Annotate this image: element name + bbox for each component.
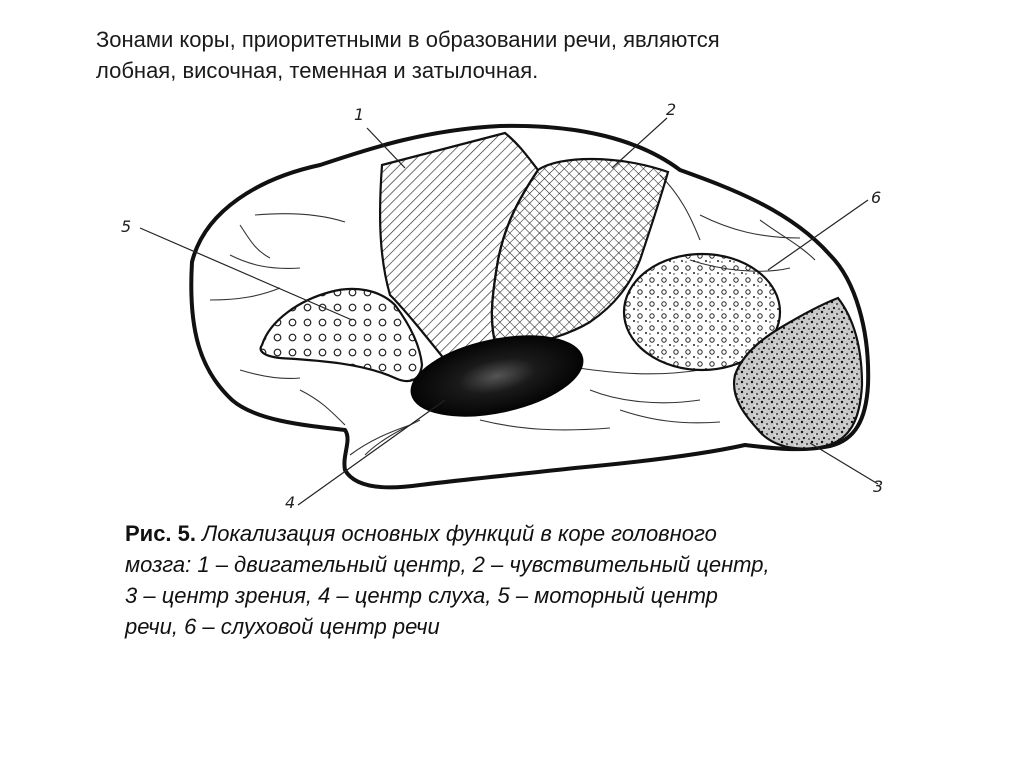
caption-line-2: мозга: 1 – двигательный центр, 2 – чувствительный центр, <box>125 552 770 577</box>
figure-caption <box>125 518 985 642</box>
label-5: 5 <box>121 217 132 236</box>
label-2: 2 <box>666 100 677 119</box>
caption-line-3: 3 – центр зрения, 4 – центр слуха, 5 – моторный центр <box>125 583 718 608</box>
caption-line-1 <box>125 518 985 549</box>
label-4: 4 <box>285 493 296 512</box>
caption-line-1-text: Локализация основных функций в коре головного <box>196 521 717 546</box>
heading-line-2: лобная, височная, теменная и затылочная. <box>96 58 539 83</box>
label-1: 1 <box>354 105 365 124</box>
label-6: 6 <box>871 188 882 207</box>
label-3: 3 <box>873 477 884 496</box>
caption-line-4: речи, 6 – слуховой центр речи <box>125 614 440 639</box>
heading-line-1: Зонами коры, приоритетными в образовании речи, являются <box>96 27 720 52</box>
caption-prefix: Рис. 5. <box>125 521 197 546</box>
